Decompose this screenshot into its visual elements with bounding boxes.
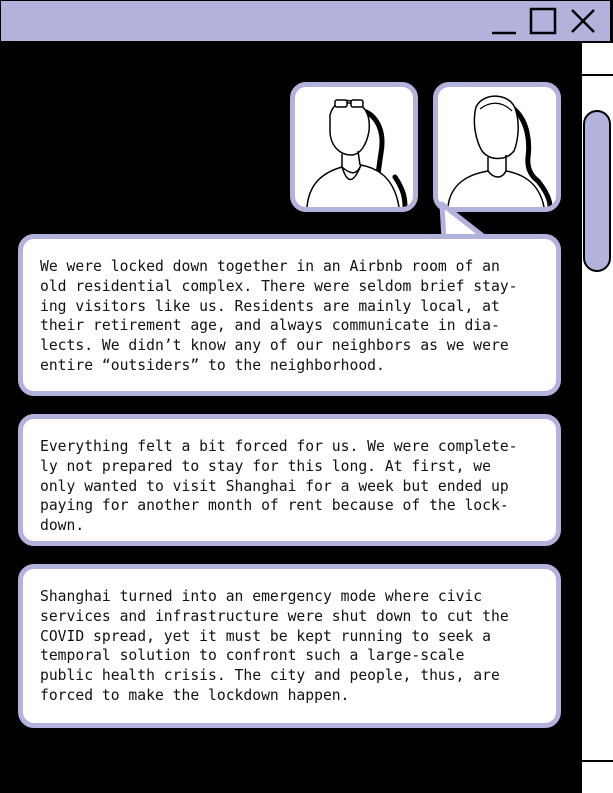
message-text [40, 587, 550, 706]
window-title-bar [0, 0, 611, 42]
maximize-icon [528, 6, 558, 36]
message-line: old residential complex. There were seldom brief stay- [40, 277, 518, 295]
message-text [40, 437, 550, 536]
message-line: temporal solution to confront such a large-scale [40, 647, 465, 665]
message-line: COVID spread, yet it must be kept running to seek a [40, 627, 491, 645]
scrollbar-divider [582, 760, 613, 762]
woman-avatar-icon [438, 87, 556, 207]
avatar-card [433, 82, 561, 212]
maximize-button[interactable] [528, 6, 558, 36]
message-line: services and infrastructure were shut down to cut the [40, 607, 509, 625]
message-line: ly not prepared to stay for this long. At first, we [40, 457, 491, 475]
minimize-button[interactable] [489, 6, 519, 36]
message-line: Everything felt a bit forced for us. We were complete- [40, 438, 518, 455]
message-line: We were locked down together in an Airbnb room of an [40, 258, 500, 275]
scrollbar-divider [582, 74, 613, 76]
woman-with-sunglasses-avatar-icon [295, 87, 413, 207]
message-bubble [18, 234, 561, 396]
message-bubble [18, 414, 561, 546]
avatar-card [290, 82, 418, 212]
message-line: lects. We didn’t know any of our neighbors as we were [40, 337, 509, 355]
message-line: paying for another month of rent because of the lock- [40, 497, 509, 515]
message-line: their retirement age, and always communicate in dia- [40, 317, 500, 335]
message-line: entire “outsiders” to the neighborhood. [40, 356, 385, 374]
scrollbar-thumb[interactable] [583, 110, 611, 272]
message-bubble [18, 564, 561, 728]
message-text [40, 257, 550, 376]
message-line: only wanted to visit Shanghai for a week but ended up [40, 477, 509, 495]
message-line: Shanghai turned into an emergency mode where civic [40, 588, 483, 605]
close-icon [568, 6, 598, 36]
message-line: forced to make the lockdown happen. [40, 686, 350, 704]
message-line: down. [40, 517, 85, 535]
minimize-icon [489, 6, 519, 36]
close-button[interactable] [568, 6, 598, 36]
message-line: ing visitors like us. Residents are mainly local, at [40, 297, 500, 315]
message-line: public health crisis. The city and people, thus, are [40, 667, 500, 685]
